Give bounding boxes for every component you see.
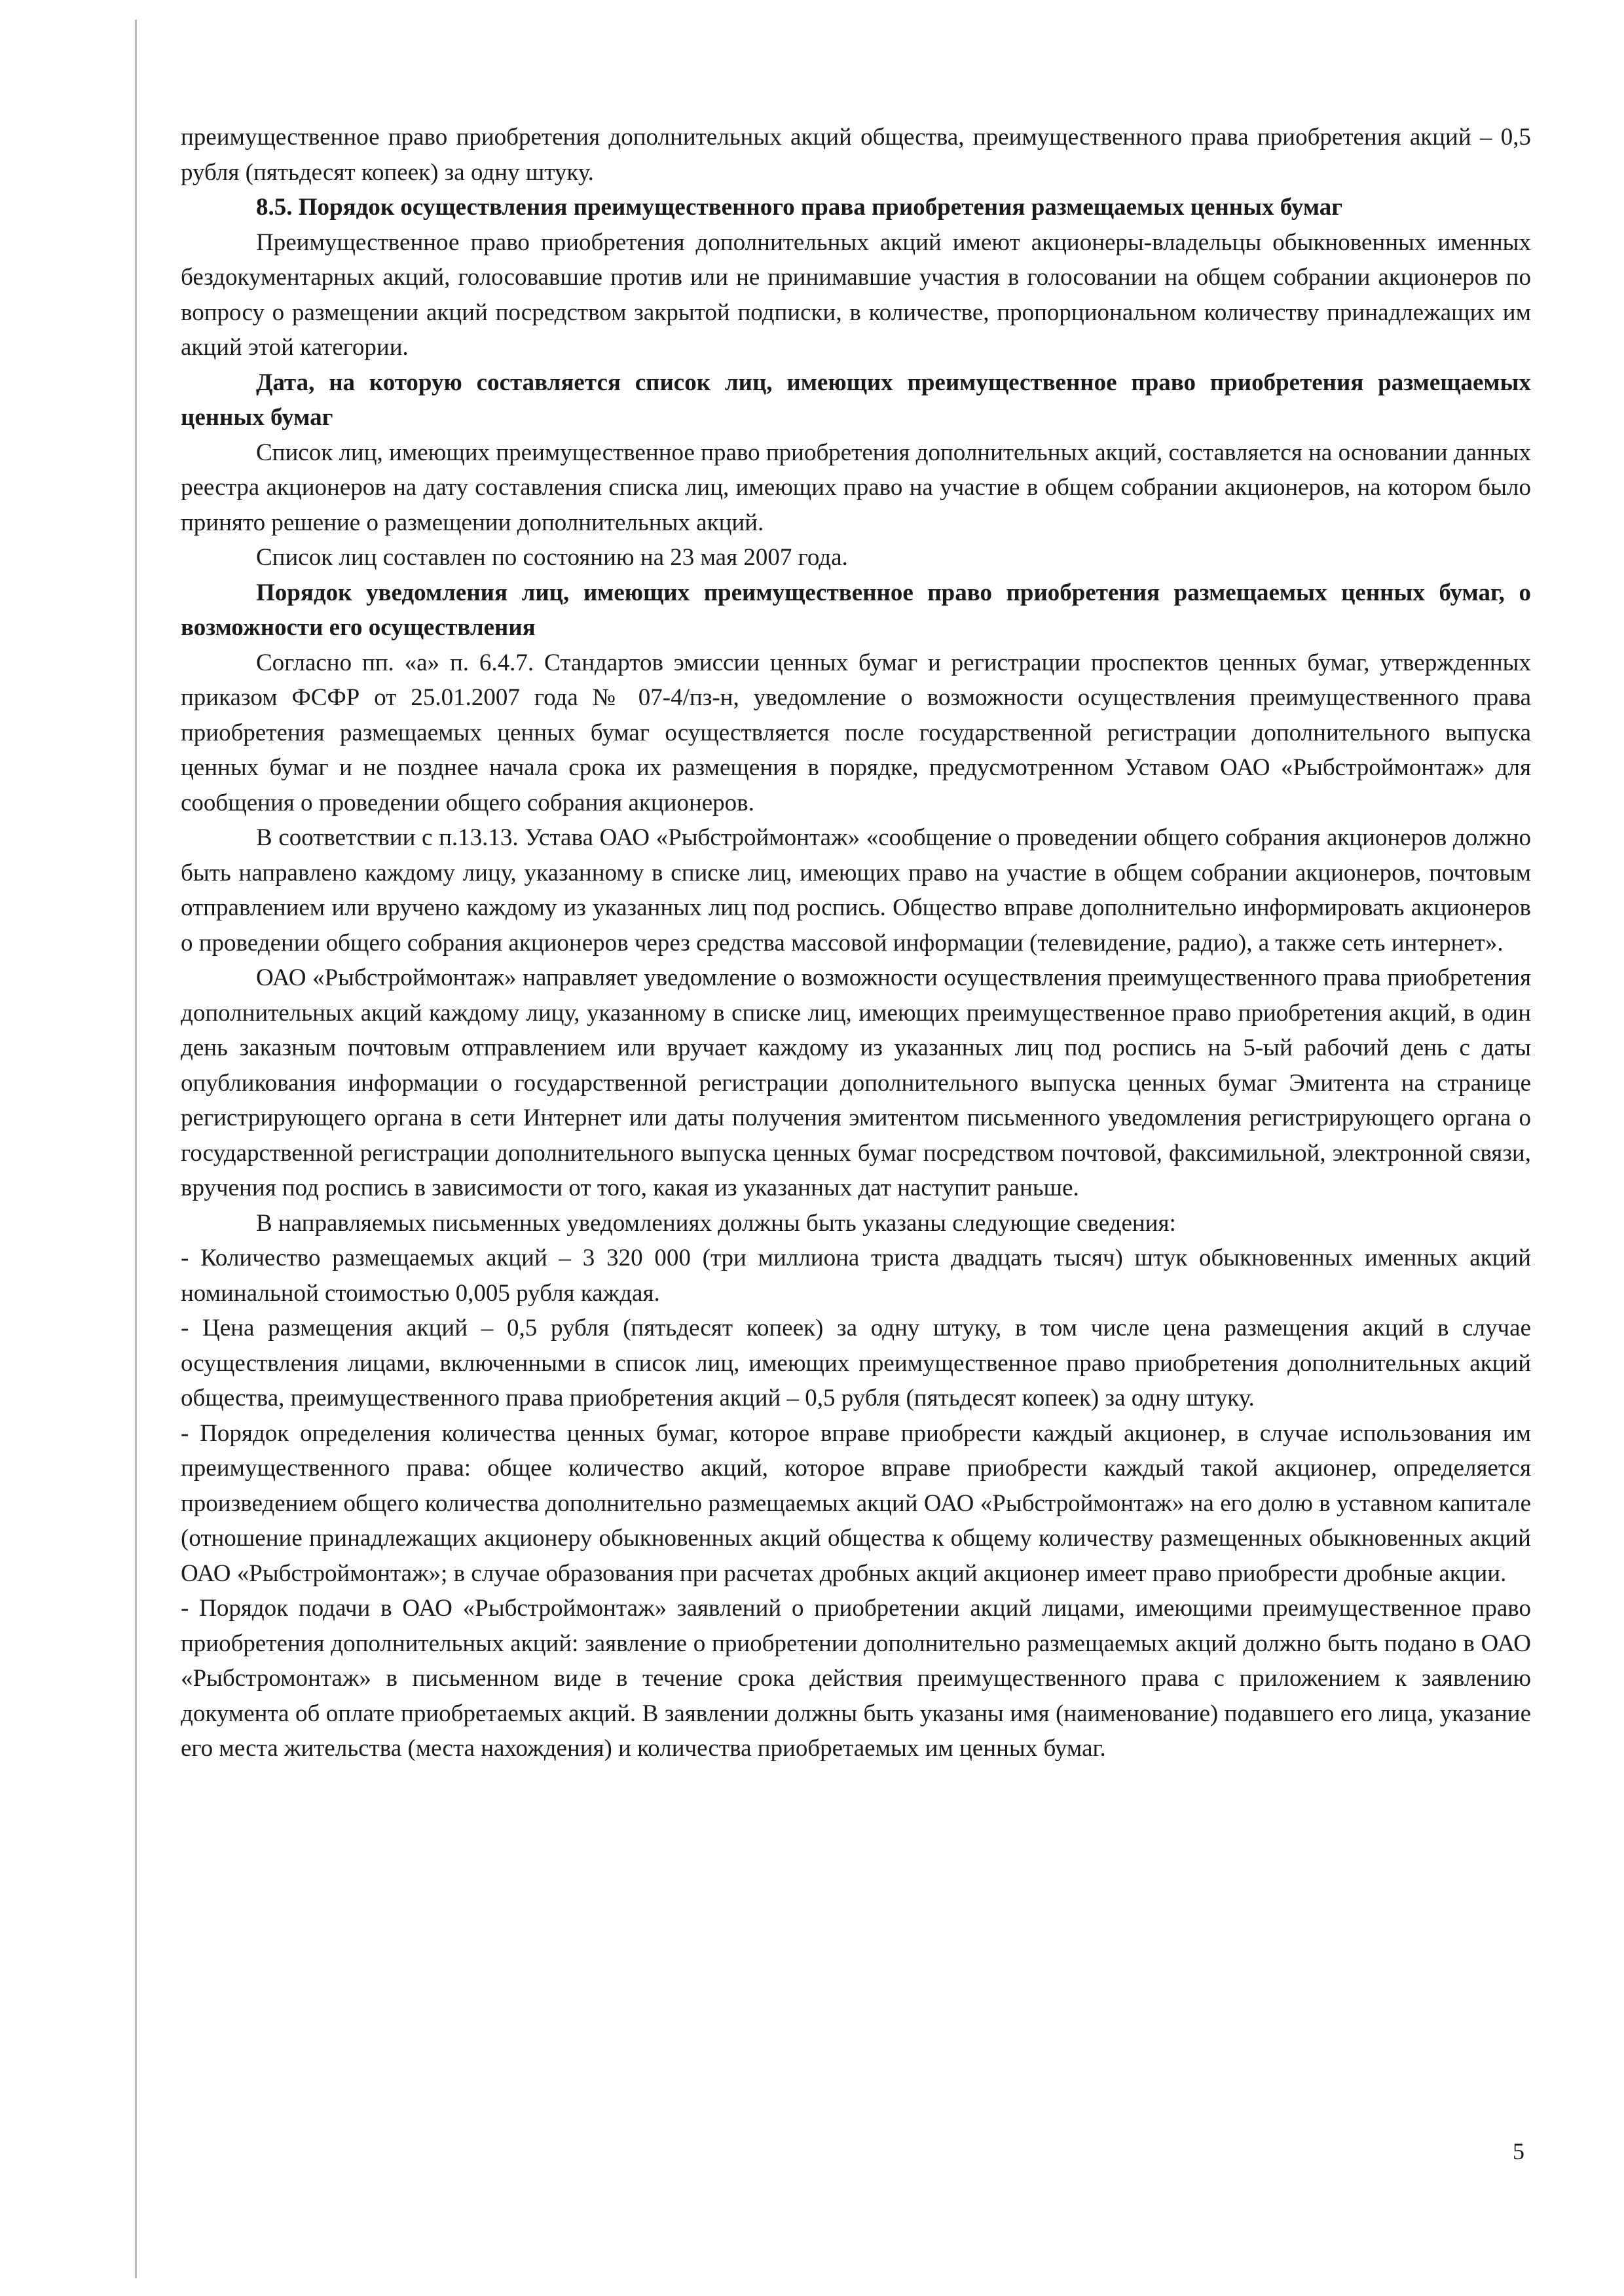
section-heading-8-5: 8.5. Порядок осуществления преимущественного права приобретения размещаемых ценных бумаг [256,194,1343,221]
paragraph-list-date: Список лиц составлен по состоянию на 23 мая 2007 года. [256,544,848,571]
page-number: 5 [1513,2138,1524,2164]
list-item-application-procedure: - Порядок подачи в ОАО «Рыбстроймонтаж» заявлений о приобретении акций лицами, имеющими преимущественное право приобретения дополнительных акций: заявление о приобретении дополнительно размещаемых акций должно быть подано в ОАО «Рыбстромонтаж» в письменном виде в течение срока действия преимущественного права с приложением к заявлению документа об оплате приобретаемых акций. В заявлении должны быть указаны имя (наименование) подавшего его лица, указание его места жительства (места нахождения) и количества приобретаемых им ценных бумаг. [181,1595,1531,1762]
paragraph-standards: Согласно пп. «а» п. 6.4.7. Стандартов эмиссии ценных бумаг и регистрации проспектов ценных бумаг, утвержденных приказом ФСФР от 25.01.2007 года № 07-4/пз-н, уведомление о возможности осуществления преимущественного права приобретения размещаемых ценных бумаг осуществляется после государственной регистрации дополнительного выпуска ценных бумаг и не позднее начала срока их размещения в порядке, предусмотренном Уставом ОАО «Рыбстроймонтаж» для сообщения о проведении общего собрания акционеров. [181,649,1531,816]
paragraph-continuation: преимущественное право приобретения дополнительных акций общества, преимущественного права приобретения акций – 0,5 рубля (пятьдесят копеек) за одну штуку. [181,124,1531,186]
paragraph-notification-contents: В направляемых письменных уведомлениях должны быть указаны следующие сведения: [256,1209,1176,1237]
paragraph-charter: В соответствии с п.13.13. Устава ОАО «Рыбстроймонтаж» «сообщение о проведении общего собрания акционеров должно быть направлено каждому лицу, указанному в списке лиц, имеющих право на участие в общем собрании акционеров, почтовым отправлением или вручено каждому из указанных лиц под роспись. Общество вправе дополнительно информировать акционеров о проведении общего собрания акционеров через средства массовой информации (телевидение, радио), а также сеть интернет». [181,824,1531,957]
list-item-share-count: - Количество размещаемых акций – 3 320 000 (три миллиона триста двадцать тысяч) штук обыкновенных именных акций номинальной стоимостью 0,005 рубля каждая. [181,1245,1531,1307]
paragraph-list-compilation: Список лиц, имеющих преимущественное право приобретения дополнительных акций, составляется на основании данных реестра акционеров на дату составления списка лиц, имеющих право на участие в общем собрании акционеров, на котором было принято решение о размещении дополнительных акций. [181,439,1531,536]
paragraph-notification-sending: ОАО «Рыбстроймонтаж» направляет уведомление о возможности осуществления преимущественного права приобретения дополнительных акций каждому лицу, указанному в списке лиц, имеющих преимущественное право приобретения акций, в один день заказным почтовым отправлением или вручает каждому из указанных лиц под роспись на 5-ый рабочий день с даты опубликования информации о государственной регистрации дополнительного выпуска ценных бумаг Эмитента на странице регистрирующего органа в сети Интернет или даты получения эмитентом письменного уведомления регистрирующего органа о государственной регистрации дополнительного выпуска ценных бумаг посредством почтовой, факсимильной, электронной связи, вручения под роспись в зависимости от того, какая из указанных дат наступит раньше. [181,964,1531,1201]
list-item-share-price: - Цена размещения акций – 0,5 рубля (пятьдесят копеек) за одну штуку, в том числе цена размещения акций в случае осуществления лицами, включенными в список лиц, имеющих преимущественное право приобретения дополнительных акций общества, преимущественного права приобретения акций – 0,5 рубля (пятьдесят копеек) за одну штуку. [181,1315,1531,1412]
left-margin-line [135,20,137,2278]
heading-notification-order: Порядок уведомления лиц, имеющих преимущественное право приобретения размещаемых ценных бумаг, о возможности его осуществления [181,579,1531,641]
heading-list-date: Дата, на которую составляется список лиц, имеющих преимущественное право приобретения размещаемых ценных бумаг [181,369,1531,431]
list-item-share-quantity-rule: - Порядок определения количества ценных бумаг, которое вправе приобрести каждый акционер, в случае использования им преимущественного права: общее количество акций, которое вправе приобрести каждый такой акционер, определяется произведением общего количества дополнительно размещаемых акций ОАО «Рыбстроймонтаж» на его долю в уставном капитале (отношение принадлежащих акционеру обыкновенных акций общества к общему количеству размещенных обыкновенных акций ОАО «Рыбстроймонтаж»; в случае образования при расчетах дробных акций акционер имеет право приобрести дробные акции. [181,1419,1531,1587]
document-body [181,120,1531,1766]
paragraph-preemptive-right: Преимущественное право приобретения дополнительных акций имеют акционеры-владельцы обыкновенных именных бездокументарных акций, голосовавшие против или не принимавшие участия в голосовании на общем собрании акционеров по вопросу о размещении акций посредством закрытой подписки, в количестве, пропорциональном количеству принадлежащих им акций этой категории. [181,228,1531,361]
